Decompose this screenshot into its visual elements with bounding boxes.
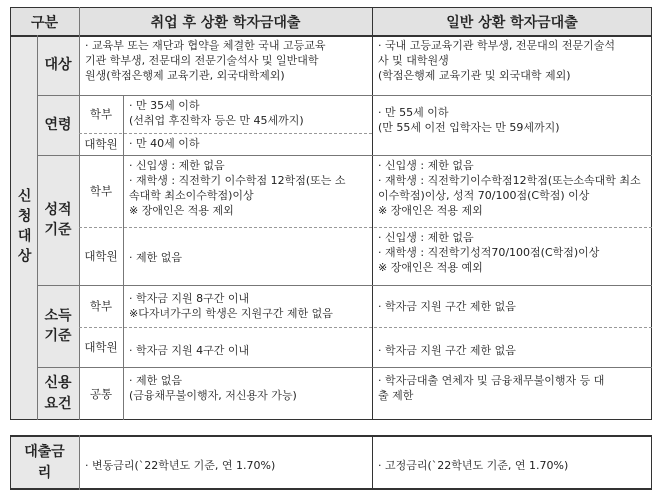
rate-bottom-border [10, 488, 652, 490]
rate-divider-label [79, 435, 80, 490]
rate-left-border [10, 435, 11, 490]
divider-h-target [37, 95, 652, 96]
income-sub-grad: 대학원 [84, 340, 118, 354]
rate-col2-text: · 고정금리(`22학년도 기준, 연 1.70%) [378, 459, 569, 472]
rate-divider-columns [372, 435, 373, 490]
row-label-age: 연령 [37, 95, 79, 155]
income-undergrad-col1-text: · 학자금 지원 8구간 이내 ※다자녀가구의 학생은 지원구간 제한 없음 [129, 292, 333, 320]
divider-h-grade [37, 285, 652, 286]
header-income-contingent-loan: 취업 후 상환 학자금대출 [79, 8, 372, 35]
rate-top-border [10, 435, 652, 437]
header-category: 구분 [10, 8, 79, 35]
income-grad-col1-text: · 학자금 지원 4구간 이내 [129, 344, 250, 357]
divider-h-income [37, 367, 652, 368]
row-label-target: 대상 [37, 35, 79, 95]
grade-grad-col1-text: · 제한 없음 [129, 251, 182, 264]
divider-dashed-grade [79, 227, 652, 228]
divider-h-age [37, 155, 652, 156]
age-undergrad-col1-text: · 만 35세 이하 (선취업 후진학자 등은 만 45세까지) [129, 99, 304, 127]
age-col2-text: · 만 55세 이하 (만 55세 이전 입학자는 만 59세까지) [378, 106, 560, 134]
income-undergrad-col2-text: · 학자금 지원 구간 제한 없음 [378, 300, 516, 313]
table-bottom-border [10, 419, 652, 420]
grade-undergrad-col2-text: · 신입생 : 제한 없음 · 재학생 : 직전학기이수학점12학점(또는소속대학 최소 이수학점)이상, 성적 70/100점(C학점) 이상 ※ 장애인은 적용 제외 [378, 159, 641, 217]
age-sub-grad: 대학원 [84, 137, 118, 151]
income-grad-col2-text: · 학자금 지원 구간 제한 없음 [378, 344, 516, 357]
divider-dashed-age [79, 133, 372, 134]
divider-v-group [37, 35, 38, 420]
divider-v-sub [123, 95, 124, 420]
income-sub-undergrad: 학부 [89, 299, 113, 313]
grade-sub-grad: 대학원 [84, 249, 118, 263]
table-right-border [651, 7, 652, 420]
divider-v-labels [79, 7, 80, 420]
target-col1-text: · 교육부 또는 재단과 협약을 체결한 국내 고등교육 기관 학부생, 전문대의 전문기술석사 및 일반대학 원생(학점은행제 교육기관, 외국대학제외) [85, 39, 326, 82]
table-top-border [10, 7, 652, 8]
rate-right-border [651, 435, 652, 490]
row-label-grade: 성적기준 [37, 155, 79, 285]
divider-dashed-income [79, 327, 652, 328]
table-left-border [10, 7, 11, 420]
group-label-eligibility: 신청대상 [10, 35, 37, 420]
divider-v-columns [372, 7, 373, 420]
age-grad-col1-text: · 만 40세 이하 [129, 137, 200, 150]
target-col2-text: · 국내 고등교육기관 학부생, 전문대의 전문기술석 사 및 대학원생 (학점은행제 교육기관 및 외국대학 제외) [378, 39, 615, 82]
grade-grad-col2-text: · 신입생 : 제한 없음 · 재학생 : 직전학기성적70/100점(C학점)이상 ※ 장애인은 적용 예외 [378, 231, 600, 274]
grade-undergrad-col1-text: · 신입생 : 제한 없음 · 재학생 : 직전학기 이수학점 12학점(또는 소 속대학 최소이수학점)이상 ※ 장애인은 적용 제외 [129, 159, 346, 217]
row-label-credit: 신용요건 [37, 367, 79, 420]
grade-sub-undergrad: 학부 [89, 184, 113, 198]
rate-label: 대출금리 [10, 436, 79, 489]
header-general-loan: 일반 상환 학자금대출 [372, 8, 652, 35]
rate-col1-text: · 변동금리(`22학년도 기준, 연 1.70%) [85, 459, 276, 472]
credit-col2-text: · 학자금대출 연체자 및 금융채무불이행자 등 대 출 제한 [378, 374, 605, 402]
header-bottom-border [10, 35, 652, 37]
credit-sub-common: 공통 [89, 386, 113, 401]
row-label-income: 소득기준 [37, 285, 79, 367]
credit-col1-text: · 제한 없음 (금융채무불이행자, 저신용자 가능) [129, 374, 297, 402]
age-sub-undergrad: 학부 [89, 107, 113, 121]
